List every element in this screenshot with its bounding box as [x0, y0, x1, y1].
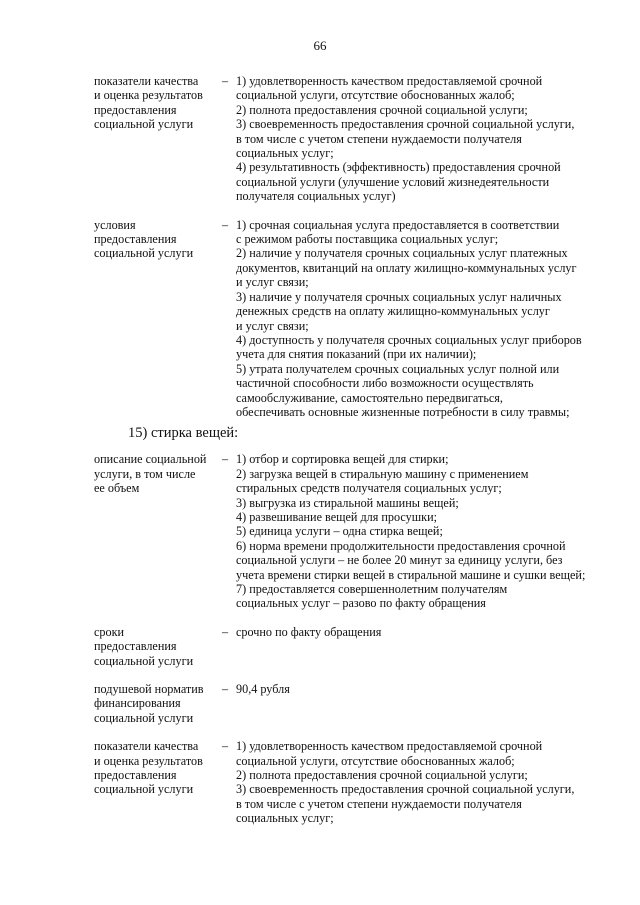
- field-content: [236, 739, 594, 825]
- content-line: стиральных средств получателя социальных услуг;: [236, 481, 502, 496]
- content-line: 1) удовлетворенность качеством предоставляемой срочной: [236, 739, 543, 754]
- content-line: самообслуживание, самостоятельно передвигаться,: [236, 390, 503, 405]
- content-line: с режимом работы поставщика социальных услуг;: [236, 232, 499, 247]
- page-number: 66: [313, 38, 327, 53]
- label-line: условия: [94, 217, 136, 232]
- label-line: предоставления: [94, 768, 177, 783]
- content-line: 90,4 рубля: [236, 682, 290, 697]
- content-line: 3) наличие у получателя срочных социальных услуг наличных: [236, 289, 562, 304]
- dash-separator: –: [222, 682, 229, 697]
- content-line: социальной услуги, отсутствие обоснованных жалоб;: [236, 753, 515, 768]
- content-line: 5) единица услуги – одна стирка вещей;: [236, 524, 443, 539]
- content-line: социальных услуг – разово по факту обращения: [236, 596, 486, 611]
- content-line: 7) предоставляется совершеннолетним получателям: [236, 582, 508, 596]
- field-content: [236, 452, 594, 610]
- content-line: обеспечивать основные жизненные потребности в силу травмы;: [236, 404, 570, 419]
- label-line: описание социальной: [94, 452, 207, 467]
- label-line: социальной услуги: [94, 117, 194, 132]
- service-terms-block: [94, 625, 594, 668]
- label-line: показатели качества: [94, 739, 199, 754]
- label-line: финансирования: [94, 696, 181, 711]
- content-line: социальной услуги (улучшение условий жизнедеятельности: [236, 174, 550, 189]
- content-line: 2) полнота предоставления срочной социальной услуги;: [236, 768, 528, 783]
- content-line: 1) удовлетворенность качеством предоставляемой срочной: [236, 74, 543, 88]
- field-content: [236, 682, 594, 696]
- label-line: и оценка результатов: [94, 88, 203, 103]
- section-heading-laundry: 15) стирка вещей:: [128, 425, 239, 442]
- label-line: ее объем: [94, 481, 140, 496]
- label-line: социальной услуги: [94, 246, 194, 261]
- field-label: [94, 452, 222, 495]
- content-line: 2) наличие у получателя срочных социальных услуг платежных: [236, 246, 568, 261]
- field-label: [94, 218, 222, 261]
- content-line: 4) результативность (эффективность) предоставления срочной: [236, 160, 561, 175]
- content-line: социальной услуги – не более 20 минут за единицу услуги, без: [236, 553, 563, 568]
- field-content: [236, 218, 594, 420]
- dash-separator: –: [222, 739, 229, 754]
- content-line: срочно по факту обращения: [236, 624, 382, 639]
- content-line: 4) развешивание вещей для просушки;: [236, 509, 437, 524]
- label-line: предоставления: [94, 232, 177, 247]
- label-line: и оценка результатов: [94, 753, 203, 768]
- field-content: [236, 74, 594, 204]
- content-line: в том числе с учетом степени нуждаемости получателя: [236, 796, 522, 811]
- content-line: частичной способности либо возможности осуществлять: [236, 376, 534, 391]
- conditions-block: [94, 218, 594, 420]
- content-line: и услуг связи;: [236, 275, 309, 290]
- label-line: показатели качества: [94, 74, 199, 88]
- label-line: предоставления: [94, 102, 177, 117]
- label-line: предоставления: [94, 639, 177, 654]
- content-line: 1) отбор и сортировка вещей для стирки;: [236, 452, 449, 467]
- label-line: сроки: [94, 624, 125, 639]
- content-line: документов, квитанций на оплату жилищно-коммунальных услуг: [236, 260, 577, 275]
- content-line: денежных средств на оплату жилищно-коммунальных услуг: [236, 304, 550, 319]
- content-line: учета времени стирки вещей в стиральной машине и сушки вещей;: [236, 567, 586, 582]
- content-line: 2) загрузка вещей в стиральную машину с применением: [236, 466, 529, 481]
- content-line: 3) выгрузка из стиральной машины вещей;: [236, 495, 459, 510]
- field-label: [94, 739, 222, 797]
- content-line: социальных услуг;: [236, 811, 334, 826]
- content-line: 4) доступность у получателя срочных социальных услуг приборов: [236, 332, 582, 347]
- content-line: социальной услуги, отсутствие обоснованных жалоб;: [236, 88, 515, 103]
- field-content: [236, 625, 594, 639]
- label-line: социальной услуги: [94, 710, 194, 725]
- label-line: социальной услуги: [94, 782, 194, 797]
- field-label: [94, 74, 222, 132]
- label-line: подушевой норматив: [94, 682, 204, 697]
- document-body: [94, 74, 594, 840]
- content-line: социальных услуг;: [236, 146, 334, 161]
- content-line: 5) утрата получателем срочных социальных услуг полной или: [236, 361, 560, 376]
- label-line: услуги, в том числе: [94, 466, 196, 481]
- service-description-block: [94, 452, 594, 610]
- content-line: 3) своевременность предоставления срочной социальной услуги,: [236, 117, 575, 132]
- quality-indicators-block-2: [94, 739, 594, 825]
- content-line: и услуг связи;: [236, 318, 309, 333]
- dash-separator: –: [222, 74, 229, 88]
- dash-separator: –: [222, 452, 229, 467]
- content-line: 1) срочная социальная услуга предоставляется в соответствии: [236, 217, 560, 232]
- quality-indicators-block-1: [94, 74, 594, 204]
- financing-standard-block: [94, 682, 594, 725]
- content-line: учета для снятия показаний (при их наличии);: [236, 347, 477, 362]
- content-line: 6) норма времени продолжительности предоставления срочной: [236, 538, 566, 553]
- content-line: 3) своевременность предоставления срочной социальной услуги,: [236, 782, 575, 797]
- content-line: в том числе с учетом степени нуждаемости получателя: [236, 131, 522, 146]
- label-line: социальной услуги: [94, 653, 194, 668]
- content-line: получателя социальных услуг): [236, 189, 396, 204]
- content-line: 2) полнота предоставления срочной социальной услуги;: [236, 102, 528, 117]
- field-label: [94, 625, 222, 668]
- field-label: [94, 682, 222, 725]
- dash-separator: –: [222, 217, 229, 232]
- dash-separator: –: [222, 624, 229, 639]
